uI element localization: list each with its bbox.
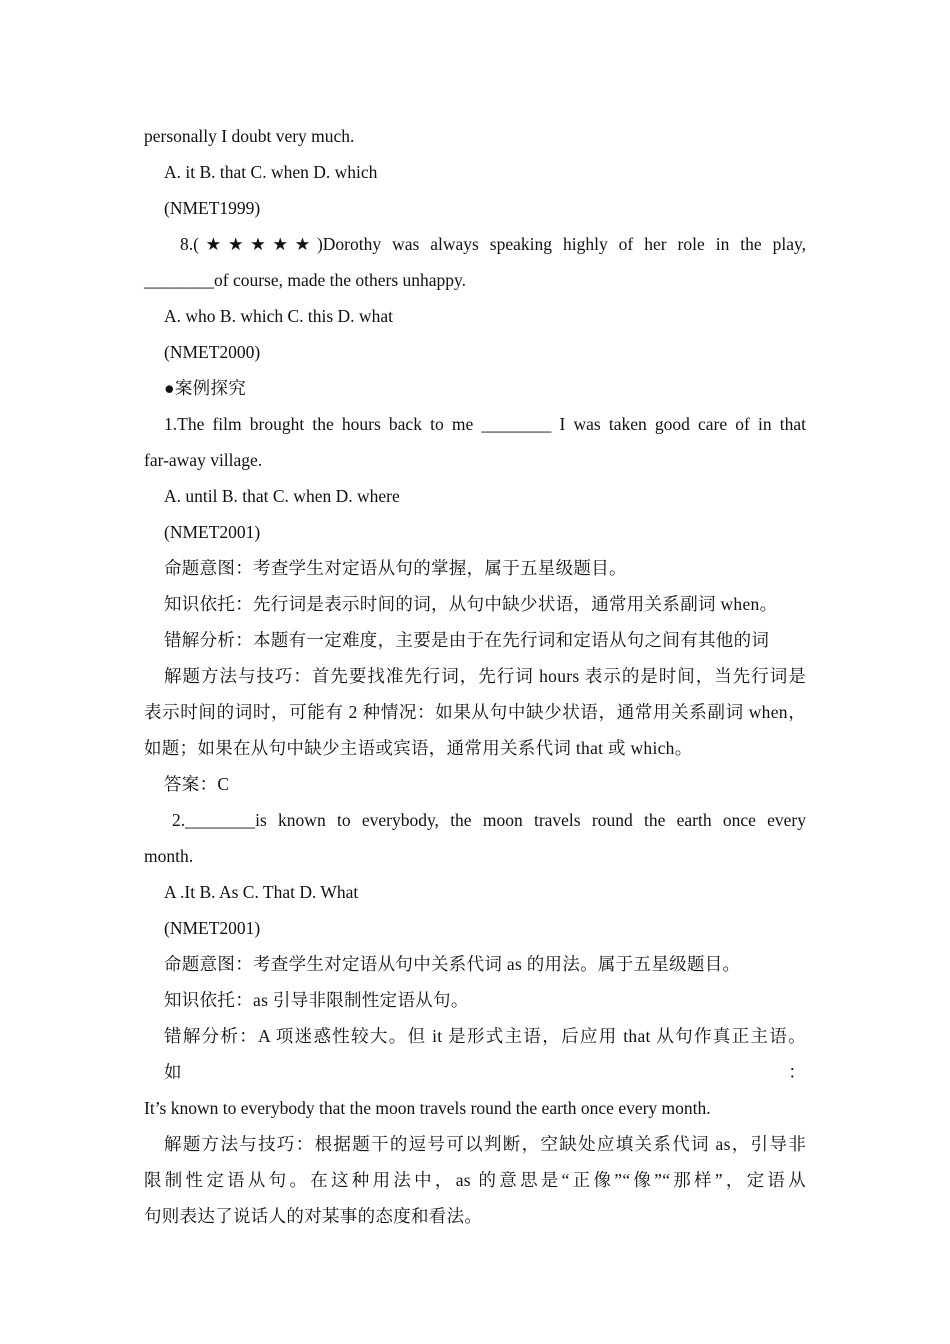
text-line: month. (144, 846, 194, 866)
case-question-1: 1.The film brought the hours back to me ________ I was taken good care of in that (164, 414, 806, 434)
text-line: personally I doubt very much. (144, 126, 355, 146)
section-heading: ●案例探究 (164, 378, 247, 398)
method-paragraph: 解题方法与技巧：首先要找准先行词，先行词 hours 表示的是时间，当先行词是 (164, 666, 806, 686)
answer-options: A. who B. which C. this D. what (164, 306, 393, 326)
answer-options: A. until B. that C. when D. where (164, 486, 400, 506)
text-line: 如题；如果在从句中缺少主语或宾语，通常用关系代词 that 或 which。 (144, 738, 693, 758)
text-line: 表示时间的词时，可能有 2 种情况：如果从句中缺少状语，通常用关系副词 when， (144, 702, 806, 722)
answer-line: 答案：C (164, 774, 230, 794)
error-analysis-paragraph: 错解分析：本题有一定难度，主要是由于在先行词和定语从句之间有其他的词 (164, 630, 770, 650)
text-line: 句则表达了说话人的对某事的态度和看法。 (144, 1206, 483, 1226)
intent-paragraph: 命题意图：考查学生对定语从句中关系代词 as 的用法。属于五星级题目。 (164, 954, 741, 974)
question-8: 8.(★★★★★)Dorothy was always speaking highly of her role in the play, (180, 234, 806, 254)
text-line: far-away village. (144, 450, 263, 470)
source-citation: (NMET2000) (164, 342, 261, 362)
method-paragraph: 解题方法与技巧：根据题干的逗号可以判断，空缺处应填关系代词 as，引导非 (164, 1134, 806, 1154)
error-analysis-paragraph: 错解分析：A 项迷惑性较大。但 it 是形式主语，后应用 that 从句作真正主语。如： (164, 1026, 806, 1082)
text-line: It’s known to everybody that the moon travels round the earth once every month. (144, 1098, 711, 1118)
answer-options: A .It B. As C. That D. What (164, 882, 359, 902)
knowledge-paragraph: 知识依托：as 引导非限制性定语从句。 (164, 990, 469, 1010)
text-line: 限制性定语从句。在这种用法中，as 的意思是“正像”“像”“那样”，定语从 (144, 1170, 806, 1190)
document-body (144, 118, 806, 1234)
knowledge-paragraph: 知识依托：先行词是表示时间的词，从句中缺少状语，通常用关系副词 when。 (164, 594, 778, 614)
answer-options: A. it B. that C. when D. which (164, 162, 378, 182)
source-citation: (NMET2001) (164, 918, 261, 938)
intent-paragraph: 命题意图：考查学生对定语从句的掌握，属于五星级题目。 (164, 558, 627, 578)
source-citation: (NMET1999) (164, 198, 261, 218)
text-line: ________of course, made the others unhappy. (144, 270, 467, 290)
source-citation: (NMET2001) (164, 522, 261, 542)
case-question-2: 2.________is known to everybody, the moon travels round the earth once every (172, 810, 806, 830)
